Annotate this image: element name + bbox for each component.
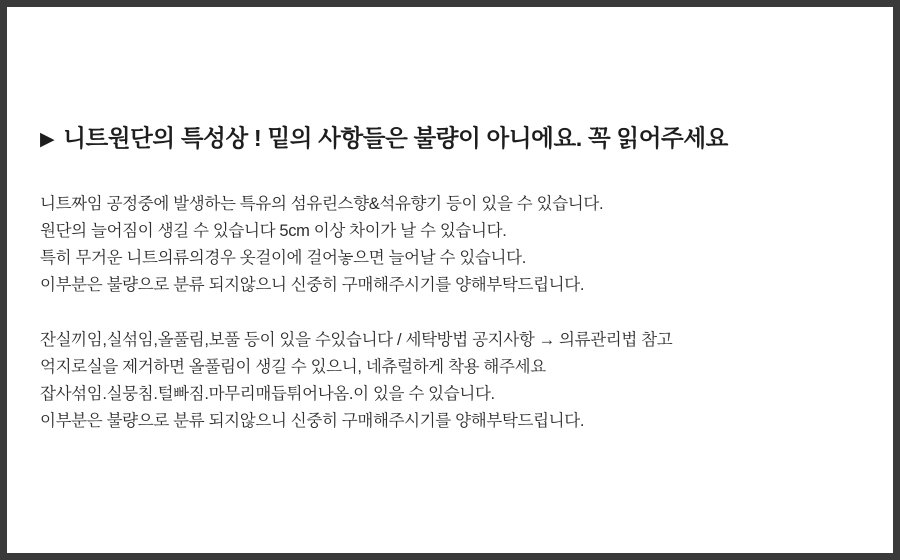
- notice-line: 이부분은 불량으로 분류 되지않으니 신중히 구매해주시기를 양해부탁드립니다.: [40, 276, 585, 294]
- notice-line: 억지로실을 제거하면 올풀림이 생길 수 있으니, 네츄럴하게 착용 해주세요: [40, 358, 546, 376]
- page-title: [40, 119, 860, 153]
- notice-line: 특히 무거운 니트의류의경우 옷걸이에 걸어놓으면 늘어날 수 있습니다.: [40, 249, 526, 267]
- notice-line: 이부분은 불량으로 분류 되지않으니 신중히 구매해주시기를 양해부탁드립니다.: [40, 412, 585, 430]
- notice-line: 원단의 늘어짐이 생길 수 있습니다 5cm 이상 차이가 날 수 있습니다.: [40, 222, 507, 240]
- notice-line: 잡사섞임.실뭉침.털빠짐.마무리매듭튀어나옴.이 있을 수 있습니다.: [40, 385, 495, 403]
- notice-line: 니트짜임 공정중에 발생하는 특유의 섬유린스향&석유향기 등이 있을 수 있습니다.: [40, 195, 604, 213]
- notice-content: [40, 119, 860, 435]
- page-title-text: 니트원단의 특성상 ! 밑의 사항들은 불량이 아니에요. 꼭 읽어주세요: [63, 125, 728, 151]
- triangle-marker-icon: ▶: [40, 129, 55, 150]
- notice-paragraph-2: [40, 327, 860, 435]
- notice-paragraph-1: [40, 191, 860, 299]
- notice-line: 잔실끼임,실섞임,올풀림,보풀 등이 있을 수있습니다 / 세탁방법 공지사항 → 의류관리법 참고: [40, 331, 673, 349]
